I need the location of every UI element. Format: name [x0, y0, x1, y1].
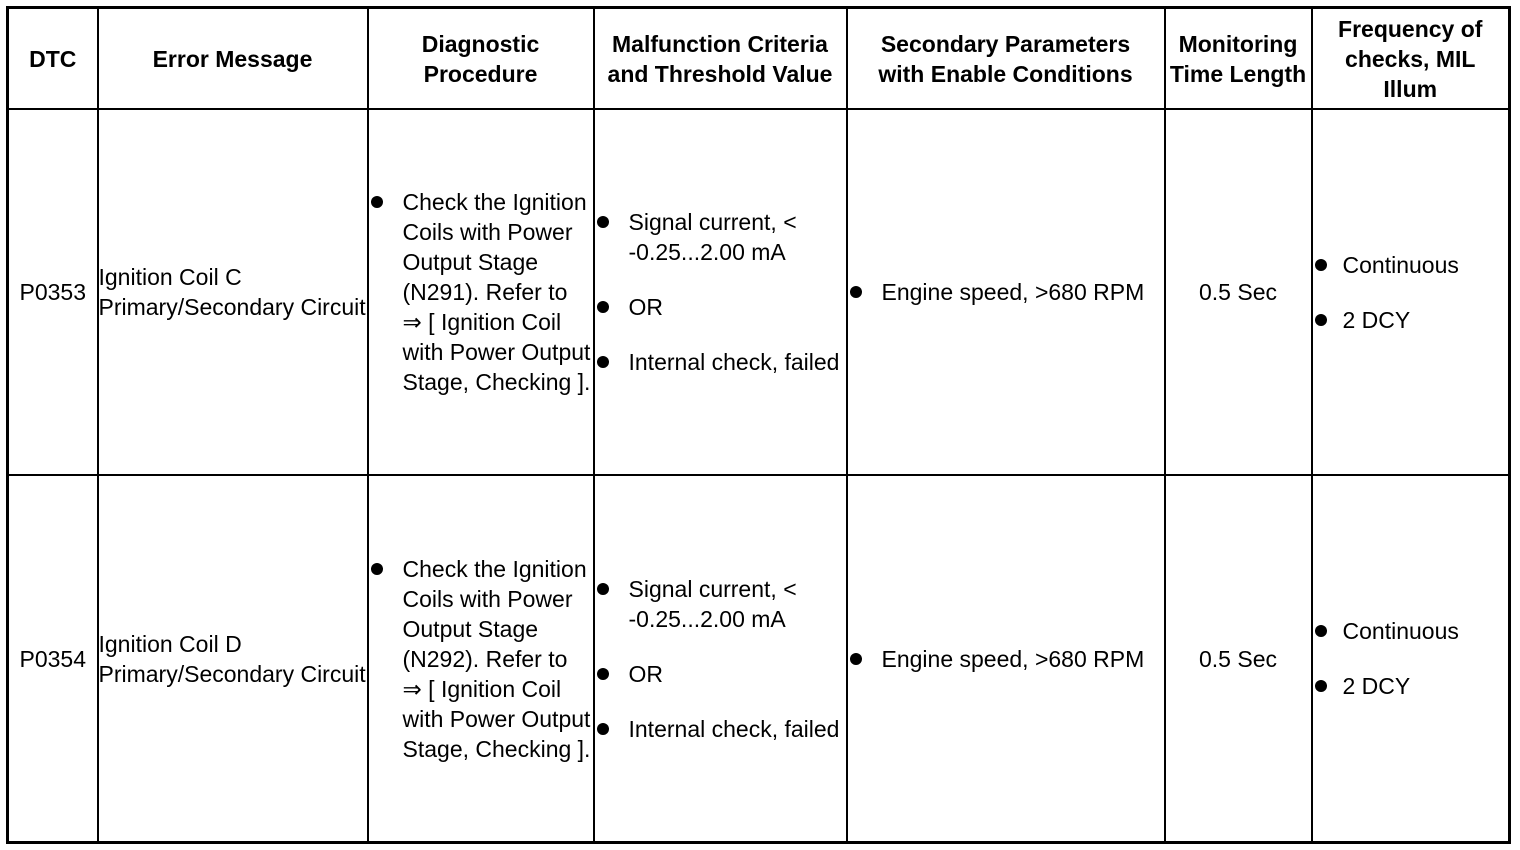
criteria-item: OR	[595, 659, 846, 689]
header-frequency: Frequency of checks, MIL Illum	[1312, 8, 1510, 110]
frequency-cell	[1312, 475, 1510, 842]
secondary-parameters-cell	[847, 109, 1165, 475]
error-message: Ignition Coil C Primary/Secondary Circuit	[98, 109, 368, 475]
table-row	[8, 109, 1510, 475]
header-error-message: Error Message	[98, 8, 368, 110]
frequency-item: Continuous	[1313, 616, 1509, 646]
monitoring-time: 0.5 Sec	[1165, 475, 1312, 842]
diagnostic-procedure-list	[369, 187, 593, 397]
header-malfunction-criteria: Malfunction Criteria and Threshold Value	[594, 8, 847, 110]
frequency-item: 2 DCY	[1313, 671, 1509, 701]
secondary-parameter-item: Engine speed, >680 RPM	[848, 277, 1164, 307]
header-secondary-parameters: Secondary Parameters with Enable Conditions	[847, 8, 1165, 110]
diagnostic-procedure-list	[369, 554, 593, 764]
monitoring-time: 0.5 Sec	[1165, 109, 1312, 475]
diagnostic-procedure-item: Check the Ignition Coils with Power Output Stage (N292). Refer to ⇒ [ Ignition Coil with Power Output Stage, Checking ].	[369, 554, 593, 764]
dtc-table	[6, 6, 1511, 844]
error-message: Ignition Coil D Primary/Secondary Circuit	[98, 475, 368, 842]
criteria-item: OR	[595, 292, 846, 322]
table-body	[8, 109, 1510, 843]
header-dtc: DTC	[8, 8, 98, 110]
header-monitoring-time: Monitoring Time Length	[1165, 8, 1312, 110]
malfunction-criteria-cell	[594, 109, 847, 475]
table-header	[8, 8, 1510, 110]
frequency-cell	[1312, 109, 1510, 475]
malfunction-criteria-cell	[594, 475, 847, 842]
dtc-code: P0353	[8, 109, 98, 475]
frequency-item: 2 DCY	[1313, 305, 1509, 335]
malfunction-criteria-list	[595, 207, 846, 377]
diagnostic-procedure-cell	[368, 475, 594, 842]
table-row	[8, 475, 1510, 842]
secondary-parameters-list	[848, 277, 1164, 307]
frequency-item: Continuous	[1313, 250, 1509, 280]
criteria-item: Internal check, failed	[595, 714, 846, 744]
criteria-item: Internal check, failed	[595, 347, 846, 377]
frequency-list	[1313, 250, 1509, 335]
diagnostic-procedure-cell	[368, 109, 594, 475]
criteria-item: Signal current, < -0.25...2.00 mA	[595, 574, 846, 634]
dtc-code: P0354	[8, 475, 98, 842]
header-diagnostic-procedure: Diagnostic Procedure	[368, 8, 594, 110]
secondary-parameters-cell	[847, 475, 1165, 842]
frequency-list	[1313, 616, 1509, 701]
diagnostic-procedure-item: Check the Ignition Coils with Power Output Stage (N291). Refer to ⇒ [ Ignition Coil with Power Output Stage, Checking ].	[369, 187, 593, 397]
criteria-item: Signal current, < -0.25...2.00 mA	[595, 207, 846, 267]
secondary-parameter-item: Engine speed, >680 RPM	[848, 644, 1164, 674]
secondary-parameters-list	[848, 644, 1164, 674]
header-row	[8, 8, 1510, 110]
malfunction-criteria-list	[595, 574, 846, 744]
